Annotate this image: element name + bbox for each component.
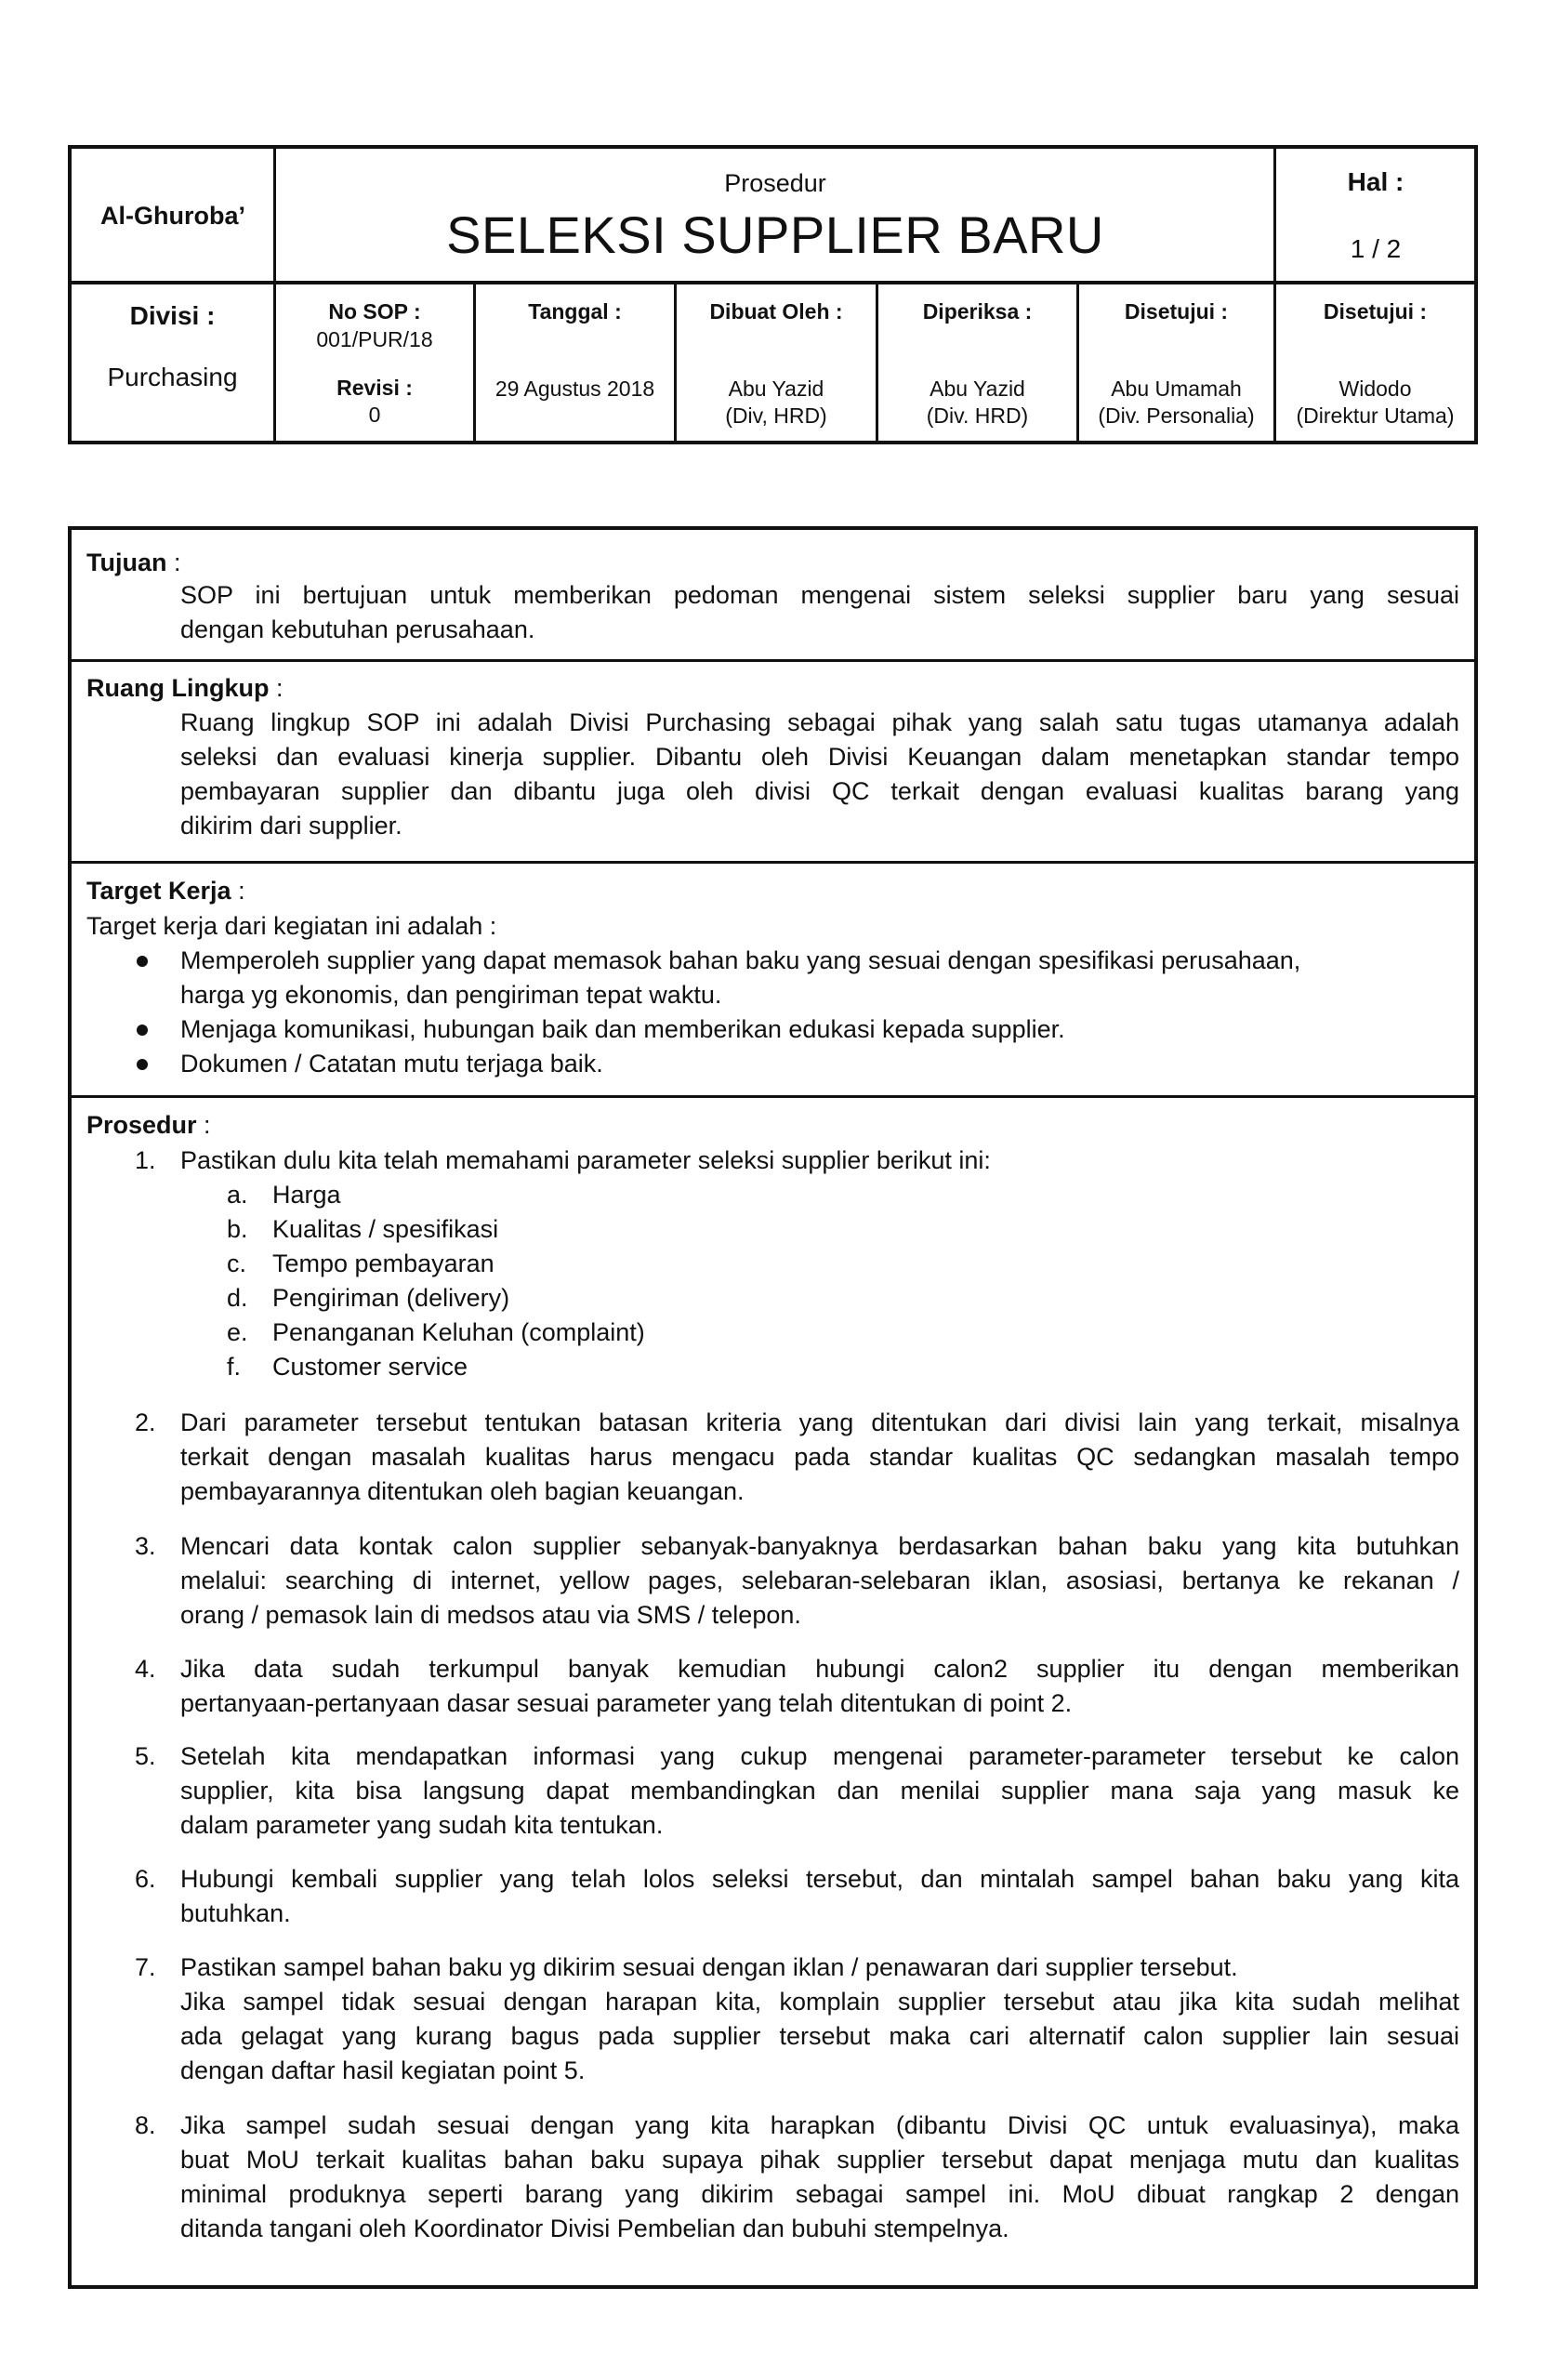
sop-content-box xyxy=(68,526,1478,2289)
bullet-icon xyxy=(137,1025,148,1036)
step-number: 8. xyxy=(135,2111,156,2139)
checked-by-division: (Div. HRD) xyxy=(926,403,1029,428)
substep-text: Harga xyxy=(272,1181,341,1209)
division-value: Purchasing xyxy=(107,363,238,391)
section-body xyxy=(180,706,1459,843)
approved-by-1-division: (Div. Personalia) xyxy=(1098,403,1255,428)
document-type: Prosedur xyxy=(724,169,826,197)
text-line: harga yg ekonomis, dan pengiriman tepat waktu. xyxy=(180,981,722,1009)
step-number: 5. xyxy=(135,1742,156,1770)
substep-text: Tempo pembayaran xyxy=(272,1250,494,1277)
division-label: Divisi : xyxy=(129,301,216,330)
section-title xyxy=(86,549,181,577)
section-title-colon: : xyxy=(196,1111,211,1139)
section-body xyxy=(180,578,1459,647)
text-line: pembayaran supplier dan dibantu juga oleh divisi QC terkait dengan evaluasi kualitas barang yang xyxy=(180,777,1459,805)
text-line: ditanda tangani oleh Koordinator Divisi Pembelian dan bubuhi stempelnya. xyxy=(180,2215,1009,2242)
text-line: Mencari data kontak calon supplier sebanyak-banyaknya berdasarkan bahan baku yang kita butuhkan xyxy=(180,1532,1459,1560)
text-line: dalam parameter yang sudah kita tentukan. xyxy=(180,1811,664,1839)
sop-number-value: 001/PUR/18 xyxy=(316,327,433,351)
text-line: supplier, kita bisa langsung dapat membandingkan dan menilai supplier mana saja yang masuk ke xyxy=(180,1777,1459,1805)
step-number: 2. xyxy=(135,1408,156,1436)
text-line: Pastikan sampel bahan baku yg dikirim sesuai dengan iklan / penawaran dari supplier tersebut. xyxy=(180,1953,1238,1981)
approved-by-1-name: Abu Umamah xyxy=(1111,377,1242,401)
sop-header-table xyxy=(68,145,1478,444)
step-number: 1. xyxy=(135,1146,156,1174)
text-line: terkait dengan masalah kualitas harus mengacu pada standar kualitas QC sedangkan masalah tempo xyxy=(180,1443,1459,1471)
checked-by-label: Diperiksa : xyxy=(922,299,1033,324)
text-line: pertanyaan-pertanyaan dasar sesuai parameter yang telah ditentukan di point 2. xyxy=(180,1689,1073,1717)
section-title-colon: : xyxy=(166,549,181,576)
step-text xyxy=(180,1950,1459,2088)
substep-letter: d. xyxy=(227,1284,248,1312)
approved-by-1-cell xyxy=(1079,284,1273,443)
sop-number-label: No SOP : xyxy=(328,299,421,324)
text-line: Jika sampel sudah sesuai dengan yang kita harapkan (dibantu Divisi QC untuk evaluasinya), maka xyxy=(180,2111,1459,2139)
text-line: minimal produknya seperti barang yang dikirim sebagai sampel ini. MoU dibuat rangkap 2 dengan xyxy=(180,2180,1459,2208)
approved-by-2-name: Widodo xyxy=(1338,377,1412,401)
text-line: buat MoU terkait kualitas bahan baku supaya pihak supplier tersebut dapat menjaga mutu dan kualitas xyxy=(180,2146,1459,2174)
text-line: Ruang lingkup SOP ini adalah Divisi Purchasing sebagai pihak yang salah satu tugas utamanya adalah xyxy=(180,708,1459,736)
section-ruang-lingkup xyxy=(72,659,1474,861)
text-line: Jika sampel tidak sesuai dengan harapan kita, komplain supplier tersebut atau jika kita sudah melihat xyxy=(180,1988,1459,2016)
step-text xyxy=(180,1739,1459,1843)
text-line: Hubungi kembali supplier yang telah lolos seleksi tersebut, dan mintalah sampel bahan baku yang kita xyxy=(180,1865,1459,1893)
section-title-text: Tujuan xyxy=(86,549,167,576)
section-title-text: Target Kerja xyxy=(86,877,231,905)
text-line: SOP ini bertujuan untuk memberikan pedoman mengenai sistem seleksi supplier baru yang sesuai xyxy=(180,581,1459,609)
made-by-label: Dibuat Oleh : xyxy=(709,299,843,324)
checked-by-name: Abu Yazid xyxy=(930,377,1025,401)
list-item-text xyxy=(180,944,1300,1012)
text-line: Memperoleh supplier yang dapat memasok bahan baku yang sesuai dengan spesifikasi perusahaan, xyxy=(180,946,1301,974)
list-item-text: Menjaga komunikasi, hubungan baik dan memberikan edukasi kepada supplier. xyxy=(180,1015,1065,1043)
made-by-cell xyxy=(677,284,876,443)
date-value: 29 Agustus 2018 xyxy=(494,377,655,401)
bullet-icon xyxy=(137,956,148,967)
text-line: dikirim dari supplier. xyxy=(180,812,402,840)
approved-by-1-value xyxy=(1079,376,1273,430)
section-title xyxy=(86,877,245,906)
revision-label: Revisi : xyxy=(336,376,413,400)
section-target-kerja xyxy=(72,861,1474,1095)
date-label: Tanggal : xyxy=(528,299,622,324)
substep-letter: c. xyxy=(227,1250,247,1277)
document-title: SELEKSI SUPPLIER BARU xyxy=(446,205,1104,264)
section-title-text: Ruang Lingkup xyxy=(86,674,270,702)
step-text: Pastikan dulu kita telah memahami parameter seleksi supplier berikut ini: xyxy=(180,1146,991,1174)
substep-letter: f. xyxy=(227,1353,242,1381)
substep-letter: e. xyxy=(227,1318,248,1346)
substep-text: Pengiriman (delivery) xyxy=(272,1284,510,1312)
step-number: 6. xyxy=(135,1865,156,1893)
step-text xyxy=(180,1529,1459,1633)
step-number: 3. xyxy=(135,1532,156,1560)
approved-by-2-label: Disetujui : xyxy=(1323,299,1428,324)
page-label: Hal : xyxy=(1347,167,1404,196)
approved-by-2-cell xyxy=(1276,284,1474,443)
approved-by-2-division: (Direktur Utama) xyxy=(1296,403,1455,428)
text-line: butuhkan. xyxy=(180,1899,291,1927)
text-line: Setelah kita mendapatkan informasi yang cukup mengenai parameter-parameter tersebut ke calon xyxy=(180,1742,1459,1770)
text-line: Dari parameter tersebut tentukan batasan kriteria yang ditentukan dari divisi lain yang terkait, misalnya xyxy=(180,1408,1459,1436)
step-number: 4. xyxy=(135,1655,156,1683)
section-title xyxy=(86,674,284,703)
text-line: dengan daftar hasil kegiatan point 5. xyxy=(180,2056,586,2084)
substep-text: Kualitas / spesifikasi xyxy=(272,1215,499,1243)
approved-by-1-label: Disetujui : xyxy=(1124,299,1229,324)
checked-by-value xyxy=(878,376,1076,430)
step-text xyxy=(180,1862,1459,1931)
date-cell xyxy=(476,284,674,443)
step-text xyxy=(180,1652,1459,1721)
revision-value: 0 xyxy=(368,403,381,427)
bullet-icon xyxy=(137,1059,148,1070)
organization-name: Al-Ghuroba’ xyxy=(100,201,245,230)
step-text xyxy=(180,2109,1459,2246)
text-line: orang / pemasok lain di medsos atau via SMS / telepon. xyxy=(180,1601,801,1629)
page-number: 1 / 2 xyxy=(1350,234,1402,263)
text-line: melalui: searching di internet, yellow pages, selebaran-selebaran iklan, asosiasi, bertanya ke rekanan / xyxy=(180,1567,1459,1594)
substep-letter: a. xyxy=(227,1181,248,1209)
text-line: Jika data sudah terkumpul banyak kemudian hubungi calon2 supplier itu dengan memberikan xyxy=(180,1655,1459,1683)
division-cell xyxy=(72,284,273,443)
made-by-division: (Div, HRD) xyxy=(725,403,827,428)
section-tujuan xyxy=(72,530,1474,659)
checked-by-cell xyxy=(878,284,1076,443)
section-title-colon: : xyxy=(231,877,245,905)
substep-text: Penanganan Keluhan (complaint) xyxy=(272,1318,645,1346)
made-by-value xyxy=(677,376,876,430)
approved-by-2-value xyxy=(1276,376,1474,430)
section-title-colon: : xyxy=(269,674,284,702)
text-line: pembayarannya ditentukan oleh bagian keuangan. xyxy=(180,1477,745,1505)
list-item-text: Dokumen / Catatan mutu terjaga baik. xyxy=(180,1050,603,1078)
step-text xyxy=(180,1406,1459,1509)
section-intro: Target kerja dari kegiatan ini adalah : xyxy=(86,912,497,940)
sop-number-cell xyxy=(276,284,473,443)
section-prosedur xyxy=(72,1095,1474,2285)
text-line: dengan kebutuhan perusahaan. xyxy=(180,615,535,643)
page-cell xyxy=(1276,149,1475,283)
section-title-text: Prosedur xyxy=(86,1111,197,1139)
text-line: ada gelagat yang kurang bagus pada supplier tersebut maka cari alternatif calon supplier lain sesuai xyxy=(180,2022,1459,2050)
section-title xyxy=(86,1111,211,1140)
made-by-name: Abu Yazid xyxy=(728,377,824,401)
step-number: 7. xyxy=(135,1953,156,1981)
substep-letter: b. xyxy=(227,1215,248,1243)
substep-text: Customer service xyxy=(272,1353,468,1381)
text-line: seleksi dan evaluasi kinerja supplier. Dibantu oleh Divisi Keuangan dalam menetapkan standar tempo xyxy=(180,743,1459,771)
title-cell xyxy=(276,149,1274,283)
